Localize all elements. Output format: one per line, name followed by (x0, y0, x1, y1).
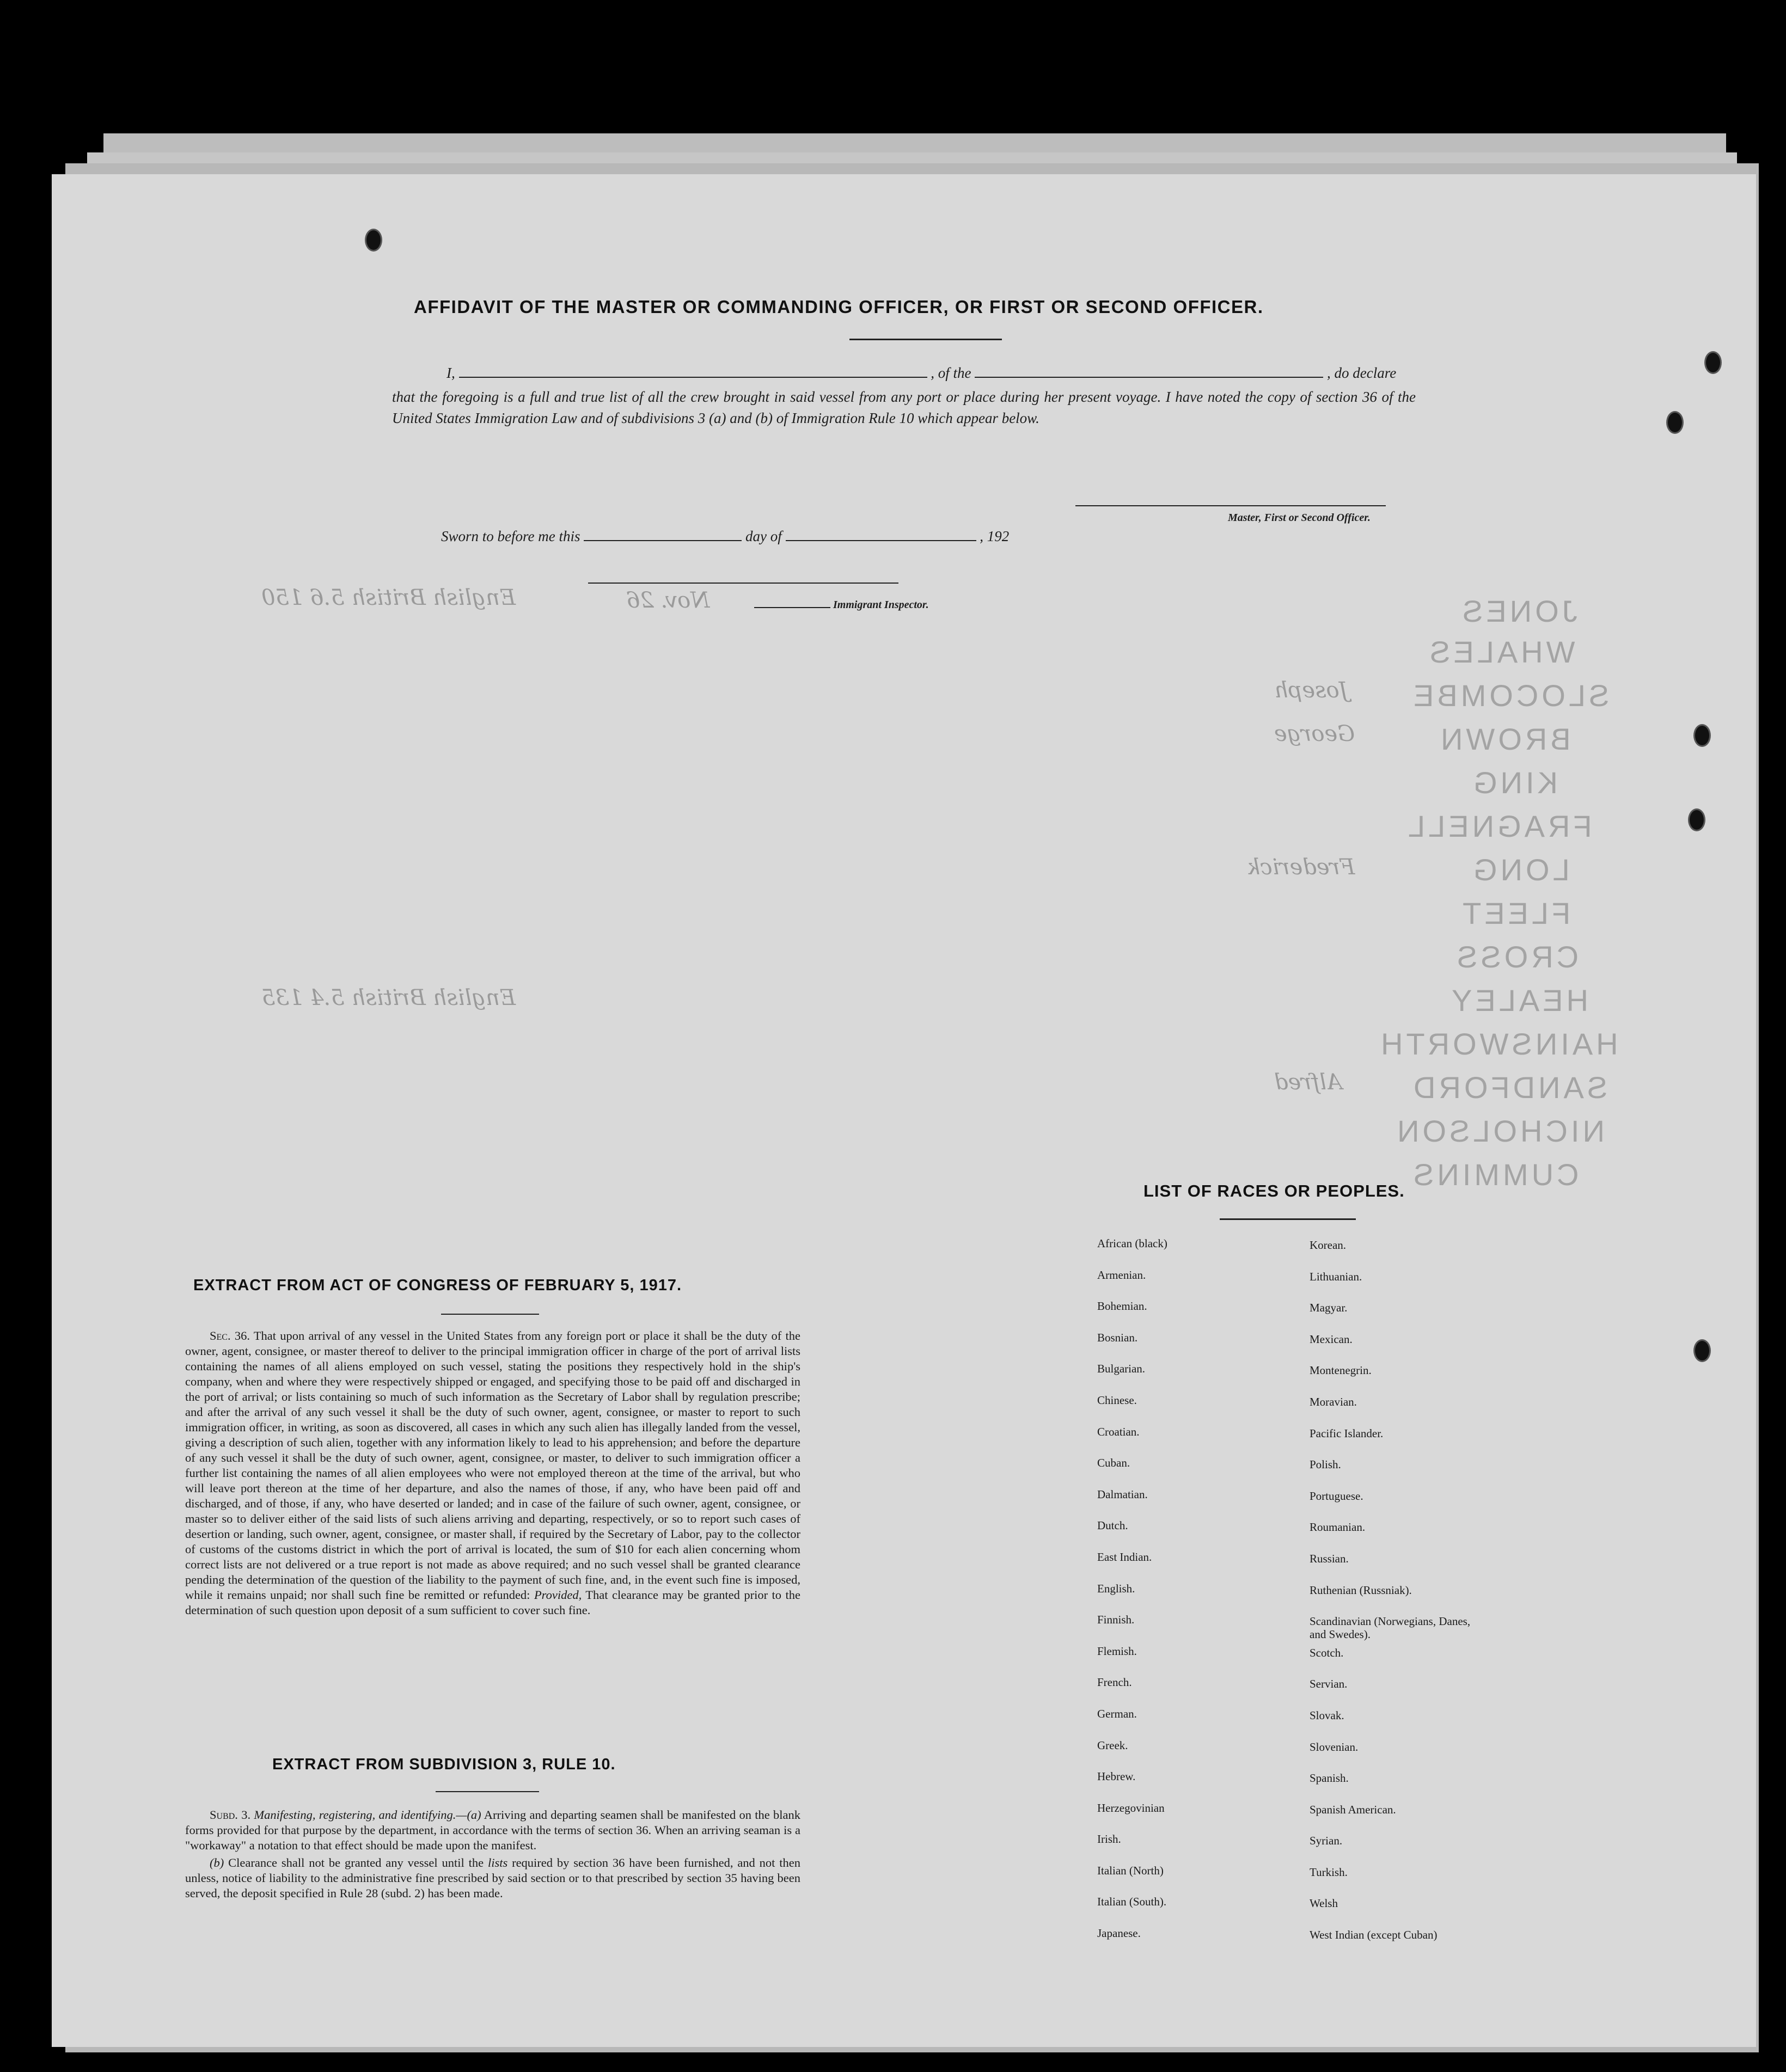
race-item: Scotch. (1310, 1646, 1344, 1659)
sworn-line (441, 528, 1009, 545)
act-extract-body (185, 1328, 800, 1620)
races-title: LIST OF RACES OR PEOPLES. (1143, 1181, 1405, 1200)
race-item: Herzegovinian (1097, 1801, 1165, 1814)
race-item: Croatian. (1097, 1425, 1140, 1438)
race-item: English. (1097, 1581, 1135, 1595)
race-item: Moravian. (1310, 1395, 1357, 1408)
race-item: African (black) (1097, 1237, 1167, 1250)
race-item: Lithuanian. (1310, 1270, 1362, 1283)
inspector-signature-line[interactable] (588, 583, 898, 584)
race-item: Armenian. (1097, 1268, 1146, 1282)
title-divider (849, 339, 1002, 340)
race-item: Dalmatian. (1097, 1487, 1148, 1501)
rule-extract-body (185, 1807, 800, 1903)
declaration-line (447, 365, 1396, 382)
inspector-caption: Immigrant Inspector. (833, 599, 929, 611)
signature-line[interactable] (1075, 505, 1386, 506)
vessel-name-field[interactable] (975, 365, 1323, 378)
punch-hole (1693, 724, 1711, 747)
race-item: German. (1097, 1707, 1137, 1720)
subd-heading: Manifesting, registering, and identifying.—(a) (254, 1808, 481, 1822)
subd-label: Subd. 3. (210, 1808, 251, 1822)
races-right-column (1310, 1239, 1489, 1960)
race-item: Cuban. (1097, 1456, 1130, 1470)
declaration-body: that the foregoing is a full and true list of all the crew brought in said vessel from any port or place during her present voyage. I have noted the copy of section 36 of the United States Immigration Law and of subdivisions 3 (a) and (b) of Immigration Rule 10 which appear below. (392, 389, 1416, 426)
para-b-text-1: Clearance shall not be granted any vessel until the (228, 1856, 484, 1869)
race-item: Japanese. (1097, 1927, 1141, 1940)
punch-hole (1666, 411, 1684, 434)
para-a-text: Arriving and departing seamen shall be manifested on the blank forms provided for that purpose by the department, in accordance with the terms of section 36. When an arriving seaman is a "workaway" a notation to that effect should be made upon the manifest. (185, 1808, 801, 1852)
act-divider (441, 1314, 539, 1315)
rule-divider (436, 1791, 539, 1792)
race-item: Bohemian. (1097, 1299, 1147, 1313)
punch-hole (365, 229, 382, 252)
race-item: Mexican. (1310, 1332, 1353, 1346)
punch-hole (1688, 808, 1705, 831)
section-36-text: That upon arrival of any vessel in the United States from any foreign port or place it shall be the duty of the owner, agent, consignee, or master thereof to deliver to the principal immigration officer in charge of the port of arrival lists containing the names of all aliens employed on such vessel, stating the positions they respectively hold in the ship's company, when and where they were respectively shipped or engaged, and specifying those to be paid off and discharged in the port of arrival; or lists containing so much of such information as the Secretary of Labor shall by regulation prescribe; and after the arrival of any such vessel it shall be the duty of such owner, agent, consignee, or master to report to such immigration officer, in writing, as soon as discovered, all cases in which any such alien has illegally landed from the vessel, giving a description of such alien, together with any information likely to lead to his apprehension; and before the departure of any such vessel it shall be the duty of such owner, agent, consignee, or master, to deliver to such immigration officer a further list containing the names of all alien employees who were not employed thereon at the time of the arrival, but who will leave port thereon at the time of her departure, and also the names of those, if any, who have been paid off and discharged, and of those, if any, who have deserted or landed; and in case of the failure of such owner, agent, consignee, or master so to deliver either of the said lists of such aliens arriving and departing, respectively, or so to report such cases of desertion or landing, such owner, agent, consignee, or master shall, if required by the Secretary of Labor, pay to the collector of customs of the customs district in which the port of arrival is located, the sum of $10 for each alien concerning whom correct lists are not delivered or a true report is not made as above required; and no such vessel shall be granted clearance pending the determination of the question of the liability to the payment of such fine, and, in the event such fine is imposed, while it remains unpaid; nor shall such fine be remitted or refunded: (185, 1329, 800, 1602)
para-b-text-2: required by section 36 have been furnished, and not then unless, notice of liability to the administrative fine prescribed by said section or to that prescribed by section 35 having been served, the deposit specified in Rule 28 (subd. 2) has been made. (185, 1856, 801, 1900)
race-item: Pacific Islander. (1310, 1426, 1384, 1440)
race-item: Slovenian. (1310, 1740, 1359, 1754)
para-b-label: (b) (210, 1856, 224, 1869)
race-item: Roumanian. (1310, 1521, 1366, 1534)
sworn-prefix: Sworn to before me this (441, 528, 580, 544)
para-b-lists: lists (487, 1856, 508, 1869)
punch-hole (1704, 351, 1722, 374)
act-extract-title: EXTRACT FROM ACT OF CONGRESS OF FEBRUARY 5, 1917. (193, 1277, 682, 1294)
sworn-day-field[interactable] (584, 528, 742, 541)
race-item: Dutch. (1097, 1519, 1128, 1532)
affidavit-title: AFFIDAVIT OF THE MASTER OR COMMANDING OFFICER, OR FIRST OR SECOND OFFICER. (414, 297, 1264, 317)
race-item: Hebrew. (1097, 1770, 1136, 1783)
punch-hole (1693, 1339, 1711, 1362)
race-item: Portuguese. (1310, 1489, 1363, 1503)
race-item: West Indian (except Cuban) (1310, 1928, 1438, 1942)
declaration-mid: , of the (931, 365, 971, 381)
officer-name-field[interactable] (459, 365, 927, 378)
section-label: Sec. 36. (210, 1329, 250, 1342)
race-item: Spanish American. (1310, 1803, 1396, 1816)
rule-extract-title: EXTRACT FROM SUBDIVISION 3, RULE 10. (272, 1756, 616, 1773)
race-item: East Indian. (1097, 1550, 1152, 1564)
race-item: Korean. (1310, 1239, 1347, 1252)
race-item: Slovak. (1310, 1708, 1344, 1722)
race-item: Flemish. (1097, 1644, 1137, 1658)
race-item: Turkish. (1310, 1865, 1348, 1879)
race-item: Syrian. (1310, 1834, 1343, 1848)
sworn-month-field[interactable] (786, 528, 976, 541)
race-item: Scandinavian (Norwegians, Danes, and Swedes). (1310, 1615, 1471, 1641)
race-item: Finnish. (1097, 1613, 1135, 1627)
sworn-mid: day of (745, 528, 782, 544)
race-item: Montenegrin. (1310, 1364, 1372, 1377)
signature-caption: Master, First or Second Officer. (1228, 512, 1371, 524)
race-item: Greek. (1097, 1738, 1128, 1752)
race-item: Servian. (1310, 1677, 1348, 1691)
race-item: Spanish. (1310, 1771, 1349, 1785)
race-item: Irish. (1097, 1832, 1121, 1846)
race-item: Italian (South). (1097, 1895, 1167, 1909)
declaration-prefix: I, (447, 365, 455, 381)
race-item: Chinese. (1097, 1393, 1137, 1407)
races-divider (1220, 1218, 1356, 1220)
race-item: Russian. (1310, 1552, 1349, 1565)
proviso-label: Provided, (534, 1588, 582, 1602)
proviso-text: That clearance may be granted prior to the determination of such question upon deposit of a sum sufficient to cover such fine. (185, 1588, 801, 1617)
declaration-suffix: , do declare (1327, 365, 1397, 381)
races-left-column (1097, 1237, 1293, 1958)
race-item: French. (1097, 1676, 1132, 1689)
race-item: Bosnian. (1097, 1331, 1138, 1344)
race-item: Welsh (1310, 1897, 1338, 1910)
race-item: Magyar. (1310, 1301, 1348, 1315)
race-item: Polish. (1310, 1458, 1341, 1472)
inspector-short-line (754, 607, 830, 608)
race-item: Italian (North) (1097, 1863, 1164, 1877)
race-item: Ruthenian (Russniak). (1310, 1583, 1412, 1597)
race-item: Bulgarian. (1097, 1362, 1146, 1376)
sworn-year: , 192 (980, 528, 1010, 544)
